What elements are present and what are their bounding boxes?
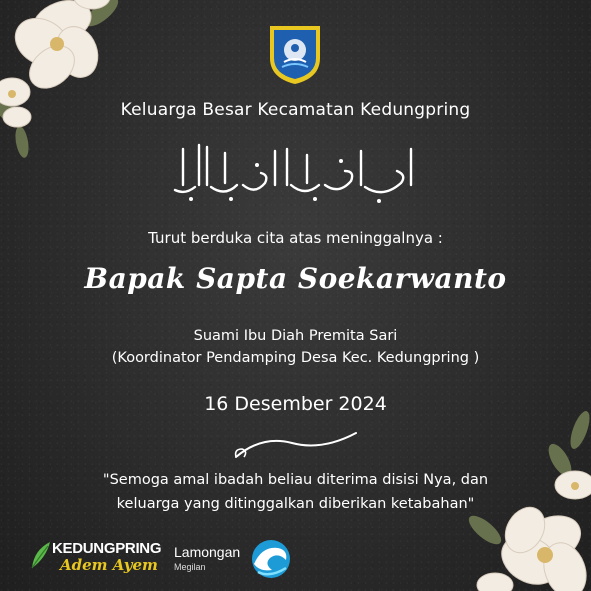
kedungpring-logo-top: KEDUNGPRING xyxy=(52,540,162,557)
wave-icon xyxy=(248,538,294,580)
condolence-intro: Turut berduka cita atas meninggalnya : xyxy=(148,229,443,247)
leaf-icon xyxy=(30,540,54,570)
kedungpring-logo xyxy=(30,538,170,578)
lamongan-logo-top: Lamongan xyxy=(174,544,241,560)
regency-emblem-icon xyxy=(266,22,324,86)
calligraphy-icon xyxy=(165,135,426,207)
flower-icon xyxy=(0,0,147,172)
role-line: (Koordinator Pendamping Desa Kec. Kedungpring ) xyxy=(111,350,480,366)
date-text: 16 Desember 2024 xyxy=(204,393,387,415)
prayer-line-1: "Semoga amal ibadah beliau diterima disisi Nya, dan xyxy=(102,472,489,488)
organization-name: Keluarga Besar Kecamatan Kedungpring xyxy=(120,100,471,120)
lamongan-logo xyxy=(172,538,297,582)
prayer-line-2: keluarga yang ditinggalkan diberikan ketabahan" xyxy=(116,496,475,512)
deceased-name: Bapak Sapta Soekarwanto xyxy=(84,262,507,295)
swirl-divider-icon xyxy=(232,425,360,465)
spouse-line: Suami Ibu Diah Premita Sari xyxy=(193,328,398,344)
kedungpring-logo-bottom: Adem Ayem xyxy=(60,556,158,574)
lamongan-logo-bottom: Megilan xyxy=(174,562,206,572)
